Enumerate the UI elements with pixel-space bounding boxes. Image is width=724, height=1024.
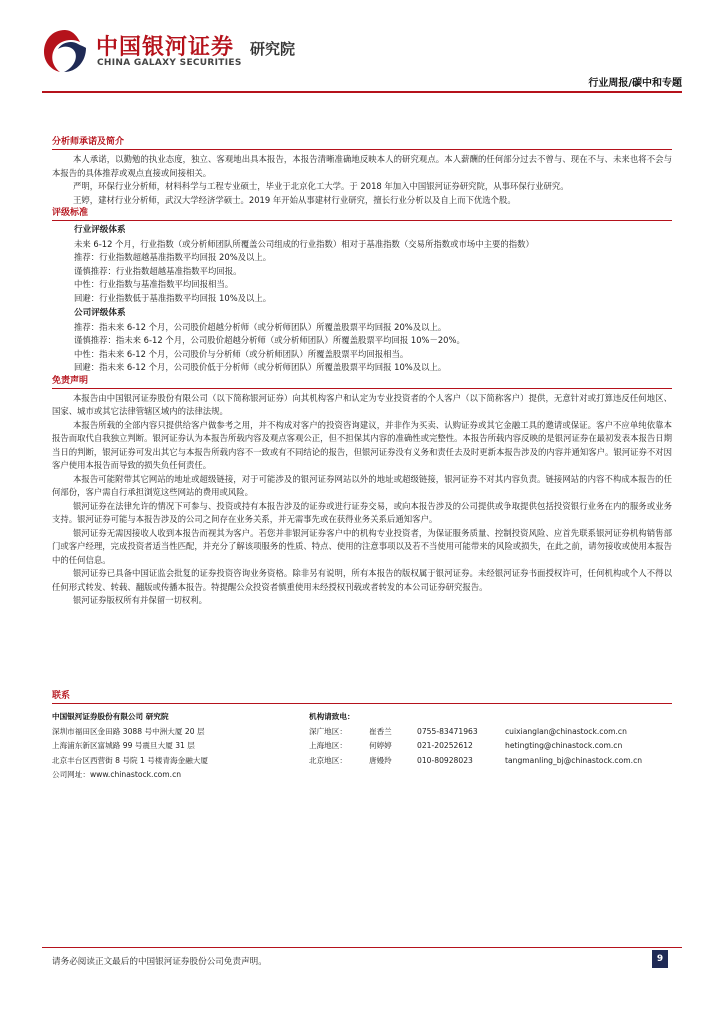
disclaimer-paragraph: 本报告所载的全部内容只提供给客户做参考之用，并不构成对客户的投资咨询建议，并非作为买卖、认购证券或其它金融工具的邀请或保证。客户不应单纯依靠本报告而取代自我独立判断。银河证券认为本报告所载内容及观点客观公正，但不担保其内容的准确性或完整性。本报告所载内容反映的是银河证券在最初发表本报告日期当日的判断，银河证券可发出其它与本报告所载内容不一致或有不同结论的报告，但银河证券没有义务和责任去及时更新本报告涉及的内容并通知客户。银河证券不对因客户使用本报告而导致的损失负任何责任。 xyxy=(52,419,672,470)
industry-rating-title: 行业评级体系 xyxy=(74,225,126,235)
sales-name: 崔香兰 xyxy=(369,726,392,736)
disclaimer-paragraph: 本报告由中国银河证券股份有限公司（以下简称银河证券）向其机构客户和认定为专业投资者的个人客户（以下简称客户）提供，无意针对或打算违反任何地区、国家、城市或其它法律管辖区域内的法律法规。 xyxy=(52,392,672,416)
sales-contact-row xyxy=(309,754,672,769)
disclaimer-paragraph: 本报告可能附带其它网站的地址或超级链接，对于可能涉及的银河证券网站以外的地址或超级链接，银河证券不对其内容负责。链接网站的内容不构成本报告的任何部份，客户需自行承担浏览这些网站的费用或风险。 xyxy=(52,473,672,497)
company-rating-title: 公司评级体系 xyxy=(74,308,126,318)
contact-section-title: 联系 xyxy=(52,690,672,704)
footer-divider xyxy=(42,947,682,948)
company-name: 中国银河证券股份有限公司 研究院 xyxy=(52,712,169,721)
sales-contact-row xyxy=(309,725,672,740)
sales-title: 机构请致电： xyxy=(309,712,355,721)
sales-phone[interactable]: 010-80928023 xyxy=(417,755,473,765)
company-rating-line: 谨慎推荐：指未来 6-12 个月，公司股价超越分析师（或分析师团队）所覆盖股票平均回报 10%－20%。 xyxy=(74,335,465,345)
disclaimer-paragraph: 银河证券版权所有并保留一切权利。 xyxy=(73,595,207,605)
disclaimer-section-title: 免责声明 xyxy=(52,375,672,389)
analyst-commitment: 本人承诺，以勤勉的执业态度，独立、客观地出具本报告，本报告清晰准确地反映本人的研究观点。本人薪酬的任何部分过去不曾与、现在不与、未来也将不会与本报告的具体推荐或观点直接或间接相关。 xyxy=(52,154,672,178)
address-shenzhen: 深圳市福田区金田路 3088 号中洲大厦 20 层 xyxy=(52,726,205,736)
address-beijing: 北京丰台区西营街 8 号院 1 号楼青海金融大厦 xyxy=(52,755,209,765)
company-rating-line: 回避：指未来 6-12 个月，公司股价低于分析师（或分析师团队）所覆盖股票平均回报 10%及以上。 xyxy=(74,362,447,372)
industry-rating-line: 谨慎推荐：行业指数超越基准指数平均回报。 xyxy=(74,265,242,276)
logo-english-name: CHINA GALAXY SECURITIES xyxy=(97,58,242,68)
sales-name: 唐嫚羚 xyxy=(369,755,392,765)
company-website[interactable]: 公司网址：www.chinastock.com.cn xyxy=(52,770,182,779)
analyst-bio-yanming: 严明，环保行业分析师，材料科学与工程专业硕士，毕业于北京化工大学。于 2018 年加入中国银河证券研究院，从事环保行业研究。 xyxy=(73,181,569,191)
disclaimer-paragraph: 银河证券已具备中国证监会批复的证券投资咨询业务资格。除非另有说明，所有本报告的版权属于银河证券。未经银河证券书面授权许可，任何机构或个人不得以任何形式转发、转载、翻版或传播本报告。特提醒公众投资者慎重使用未经授权刊载或者转发的本公司证券研究报告。 xyxy=(52,568,672,592)
sales-email[interactable]: cuixianglan@chinastock.com.cn xyxy=(505,726,627,736)
galaxy-logo-icon xyxy=(42,28,88,74)
industry-rating-line: 推荐：行业指数超越基准指数平均回报 20%及以上。 xyxy=(74,252,272,262)
analyst-section-title: 分析师承诺及简介 xyxy=(52,136,672,150)
disclaimer-paragraph: 银河证券无需因接收人收到本报告而视其为客户。若您并非银河证券客户中的机构专业投资者，为保证服务质量、控制投资风险、应首先联系银河证券机构销售部门或客户经理，完成投资者适当性匹配，并充分了解该项服务的性质、特点、使用的注意事项以及若不当使用可能带来的风险或损失，在此之前，请勿接收或使用本报告中的任何信息。 xyxy=(52,527,672,565)
rating-section-title: 评级标准 xyxy=(52,207,672,221)
sales-region: 深广地区： xyxy=(309,726,347,736)
sales-email[interactable]: hetingting@chinastock.com.cn xyxy=(505,741,623,750)
sales-contacts-block xyxy=(309,710,672,768)
header-divider xyxy=(42,91,682,93)
disclaimer-paragraph: 银河证券在法律允许的情况下可参与、投资或持有本报告涉及的证券或进行证券交易，或向本报告涉及的公司提供或争取提供包括投资银行业务在内的服务或业务支持。银河证券可能与本报告涉及的公司之间存在业务关系，并无需事先或在获得业务关系后通知客户。 xyxy=(52,500,672,524)
company-rating-line: 推荐：指未来 6-12 个月，公司股价超越分析师（或分析师团队）所覆盖股票平均回报 20%及以上。 xyxy=(74,321,447,332)
logo-chinese-name: 中国银河证券 xyxy=(96,35,235,60)
sales-contact-row xyxy=(309,739,672,754)
sales-phone[interactable]: 0755-83471963 xyxy=(417,726,478,736)
industry-rating-line: 中性：行业指数与基准指数平均回报相当。 xyxy=(74,279,234,289)
address-shanghai: 上海浦东新区富城路 99 号震旦大厦 31 层 xyxy=(52,741,195,750)
analyst-bio-wangting: 王婷，建材行业分析师，武汉大学经济学硕士。2019 年开始从事建材行业研究，擅长行业分析以及自上而下优选个股。 xyxy=(73,194,516,205)
sales-region: 上海地区： xyxy=(309,741,347,750)
industry-rating-line: 回避：行业指数低于基准指数平均回报 10%及以上。 xyxy=(74,292,272,303)
institute-name: 研究院 xyxy=(250,40,296,58)
page-header xyxy=(42,26,682,90)
sales-name: 何婷婷 xyxy=(369,741,392,750)
footer-note: 请务必阅读正文最后的中国银河证券股份公司免责声明。 xyxy=(52,957,267,967)
report-type: 行业周报/碳中和专题 xyxy=(588,78,682,89)
company-rating-line: 中性：指未来 6-12 个月，公司股价与分析师（或分析师团队）所覆盖股票平均回报相当。 xyxy=(74,348,409,359)
company-address-block xyxy=(52,710,302,783)
industry-rating-line: 未来 6-12 个月，行业指数（或分析师团队所覆盖公司组成的行业指数）相对于基准指数（交易所指数或市场中主要的指数） xyxy=(74,238,534,249)
page-number: 9 xyxy=(652,950,668,968)
contact-section xyxy=(52,690,672,800)
main-content xyxy=(52,136,672,608)
sales-email[interactable]: tangmanling_bj@chinastock.com.cn xyxy=(505,755,643,765)
sales-region: 北京地区： xyxy=(309,755,347,765)
sales-phone[interactable]: 021-20252612 xyxy=(417,741,473,750)
